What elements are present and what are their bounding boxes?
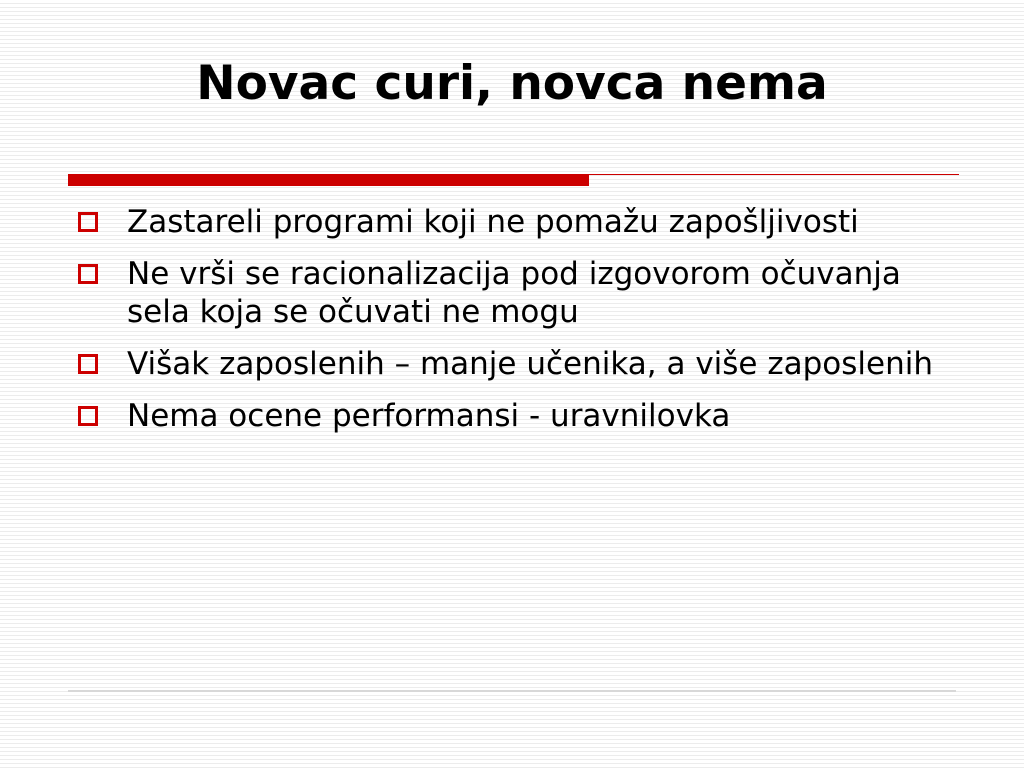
hollow-square-bullet-icon [78, 212, 98, 232]
hollow-square-bullet-icon [78, 354, 98, 374]
bullet-list [76, 203, 936, 449]
bullet-text: Nema ocene performansi - uravnilovka [127, 398, 731, 434]
slide-title: Novac curi, novca nema [196, 56, 828, 111]
list-item [76, 345, 936, 383]
title-underline-thick [68, 174, 589, 186]
bullet-text: Ne vrši se racionalizacija pod izgovorom očuvanja sela koja se očuvati ne mogu [127, 256, 901, 330]
list-item [76, 255, 936, 331]
list-item [76, 203, 936, 241]
title-underline-thin [589, 174, 959, 175]
hollow-square-bullet-icon [78, 264, 98, 284]
list-item [76, 397, 936, 435]
footer-divider [68, 690, 956, 692]
hollow-square-bullet-icon [78, 406, 98, 426]
bullet-text: Zastareli programi koji ne pomažu zapošljivosti [127, 204, 859, 240]
bullet-text: Višak zaposlenih – manje učenika, a više zaposlenih [127, 346, 934, 382]
